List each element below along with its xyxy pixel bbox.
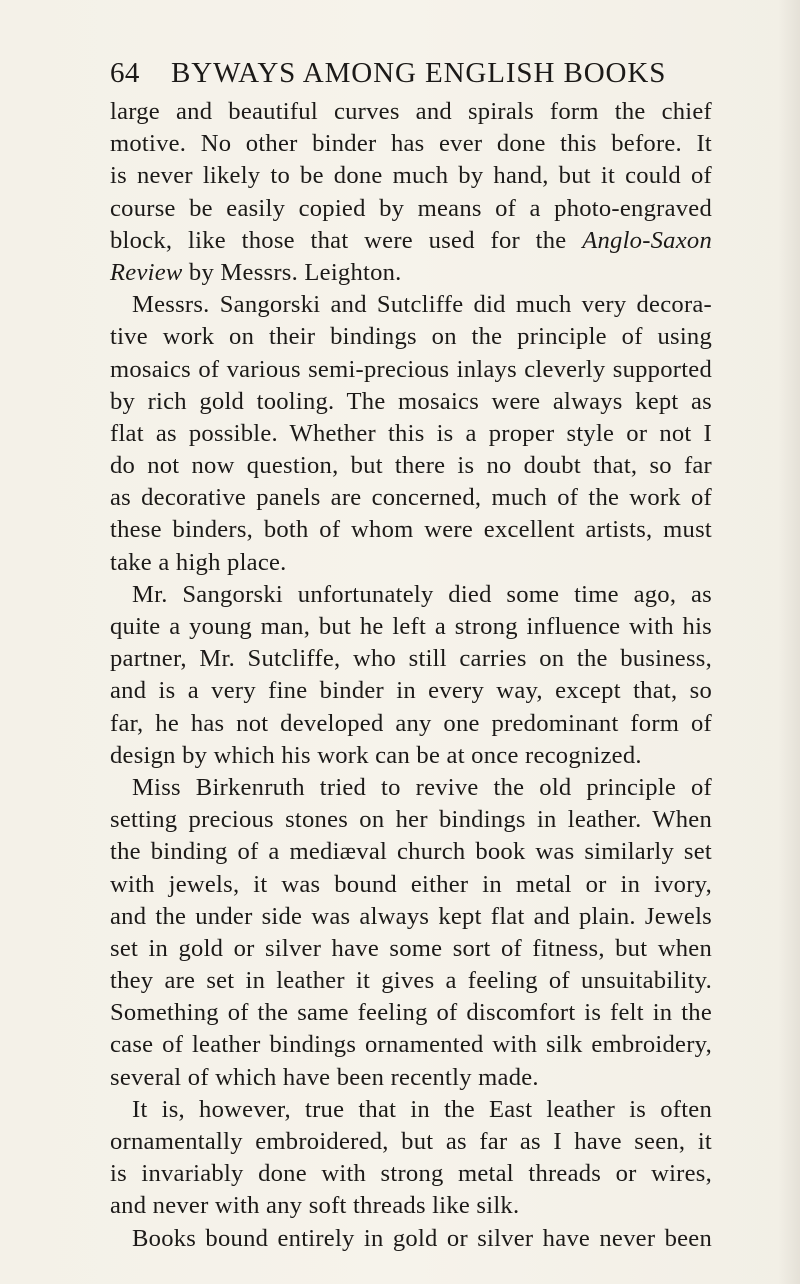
italic-title-review: Review bbox=[110, 258, 183, 286]
text-line: case of leather bindings ornamented with silk embroidery, bbox=[110, 1031, 712, 1059]
text-line: with jewels, it was bound either in metal or in ivory, bbox=[110, 870, 712, 898]
text-line: the binding of a mediæval church book was similarly set bbox=[110, 838, 712, 866]
text-line: ornamentally embroidered, but as far as I have seen, it bbox=[110, 1128, 712, 1155]
page-edge-shadow bbox=[778, 0, 800, 1284]
text-line: these binders, both of whom were excellent artists, must bbox=[110, 516, 712, 544]
text-line: set in gold or silver have some sort of fitness, but when bbox=[110, 934, 712, 962]
text-line: as decorative panels are concerned, much of the work of bbox=[110, 484, 712, 512]
text-line: It is, however, true that in the East leather is often bbox=[132, 1095, 712, 1123]
text-line: quite a young man, but he left a strong influence with his bbox=[110, 613, 712, 640]
text-line: large and beautiful curves and spirals form the chief bbox=[110, 98, 712, 125]
text-line bbox=[110, 257, 712, 289]
text-line: far, he has not developed any one predominant form of bbox=[110, 709, 712, 737]
text-line: tive work on their bindings on the principle of using bbox=[110, 323, 712, 351]
text-line: course be easily copied by means of a photo-engraved bbox=[110, 194, 712, 222]
text-line: take a high place. bbox=[110, 548, 287, 576]
text-line: Books bound entirely in gold or silver have never been bbox=[132, 1224, 712, 1252]
text-line: they are set in leather it gives a feeling of unsuitability. bbox=[110, 967, 712, 995]
text-line: is never likely to be done much by hand, but it could of bbox=[110, 162, 712, 190]
text-line: is invariably done with strong metal threads or wires, bbox=[110, 1160, 712, 1188]
italic-title-anglo-saxon: Anglo-Saxon bbox=[582, 226, 712, 254]
text-line: design by which his work can be at once recognized. bbox=[110, 741, 642, 769]
text-line: several of which have been recently made. bbox=[110, 1063, 539, 1091]
text-line: do not now question, but there is no doubt that, so far bbox=[110, 452, 712, 480]
body-text bbox=[110, 96, 712, 1255]
text-line: partner, Mr. Sutcliffe, who still carries on the business, bbox=[110, 645, 712, 673]
running-header bbox=[110, 57, 710, 97]
text-line: Mr. Sangorski unfortunately died some time ago, as bbox=[132, 580, 712, 608]
text-line bbox=[110, 225, 712, 257]
text-run: block, like those that were used for the bbox=[110, 226, 583, 254]
text-line: flat as possible. Whether this is a proper style or not I bbox=[110, 419, 712, 447]
text-line: and the under side was always kept flat and plain. Jewels bbox=[110, 902, 712, 930]
running-title: BYWAYS AMONG ENGLISH BOOKS bbox=[171, 57, 667, 89]
text-line: Something of the same feeling of discomfort is felt in the bbox=[110, 999, 712, 1027]
text-line: by rich gold tooling. The mosaics were always kept as bbox=[110, 387, 712, 415]
text-line: Miss Birkenruth tried to revive the old principle of bbox=[132, 773, 712, 801]
text-line: motive. No other binder has ever done this before. It bbox=[110, 130, 712, 158]
text-line: and is a very fine binder in every way, except that, so bbox=[110, 677, 712, 705]
text-line: and never with any soft threads like silk. bbox=[110, 1192, 520, 1220]
text-line: Messrs. Sangorski and Sutcliffe did much very decora- bbox=[132, 291, 712, 319]
text-line: setting precious stones on her bindings in leather. When bbox=[110, 806, 712, 834]
text-run: by Messrs. Leighton. bbox=[182, 258, 402, 286]
page-number: 64 bbox=[110, 57, 140, 89]
text-line: mosaics of various semi-precious inlays cleverly supported bbox=[110, 355, 712, 383]
